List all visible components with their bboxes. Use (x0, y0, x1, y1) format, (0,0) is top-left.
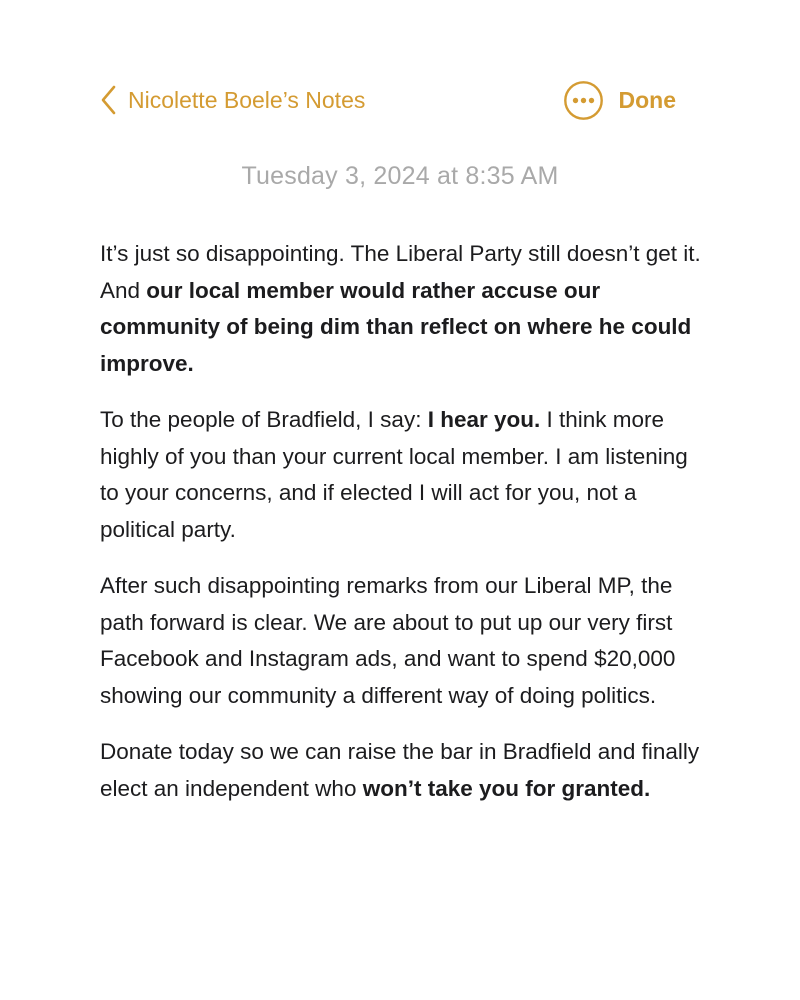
chevron-left-icon (100, 85, 117, 115)
back-button[interactable] (100, 85, 365, 115)
regular-text: To the people of Bradfield, I say: (100, 407, 428, 432)
note-paragraph (100, 236, 702, 382)
more-options-button[interactable] (563, 80, 604, 121)
back-label: Nicolette Boele’s Notes (128, 86, 366, 113)
note-timestamp: Tuesday 3, 2024 at 8:35 AM (241, 162, 559, 190)
bold-text: our local member would rather accuse our community of being dim than reflect on where he could improve. (100, 277, 692, 376)
note-paragraph (100, 402, 702, 548)
regular-text: I think more highly of you than your current local member. I am listening to your concerns, and if elected I will act for you, not a political party. (100, 407, 688, 542)
regular-text: Donate today so we can raise the bar in Bradfield and finally elect an independent who (100, 739, 700, 801)
note-paragraph (100, 568, 702, 714)
header (100, 78, 676, 122)
note-body[interactable] (100, 236, 702, 827)
regular-text: It’s just so disappointing. The Liberal Party still doesn’t get it. And (100, 241, 701, 303)
regular-text: After such disappointing remarks from our Liberal MP, the path forward is clear. We are about to put up our very first Facebook and Instagram ads, and want to spend $20,000 showing our community a different way of doing politics. (100, 573, 676, 708)
bold-text: won’t take you for granted. (362, 775, 651, 801)
ellipsis-circle-icon (563, 80, 604, 121)
bold-text: I hear you. (427, 407, 541, 432)
note-paragraph (100, 734, 702, 807)
done-button[interactable]: Done (618, 86, 676, 113)
header-actions (563, 80, 677, 121)
